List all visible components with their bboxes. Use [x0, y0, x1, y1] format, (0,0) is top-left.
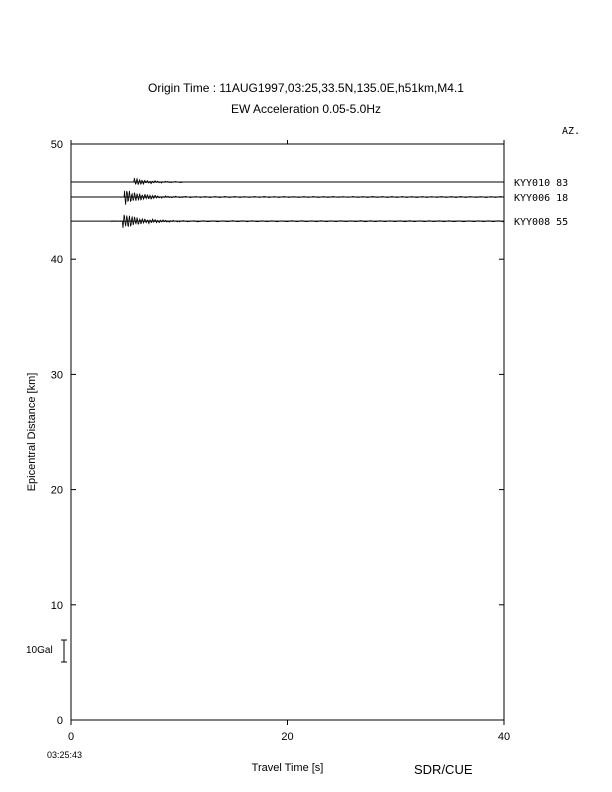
- y-tick-label-20: 20: [50, 484, 63, 497]
- plot-frame: [71, 144, 504, 720]
- y-tick-label-50: 50: [50, 139, 63, 151]
- station-label-kyy008: KYY008 55: [514, 217, 569, 229]
- y-axis-label: Epicentral Distance [km]: [26, 372, 38, 492]
- scale-bar-label: 10Gal: [26, 645, 53, 656]
- trace-kyy010: [123, 178, 183, 184]
- chart-subtitle: EW Acceleration 0.05-5.0Hz: [230, 102, 382, 116]
- x-tick-label-40: 40: [497, 731, 511, 743]
- y-tick-label-10: 10: [50, 599, 63, 612]
- chart-title: Origin Time : 11AUG1997,03:25,33.5N,135.0E,h51km,M4.1: [148, 81, 464, 95]
- trace-kyy008: [111, 215, 504, 228]
- y-tick-label-0: 0: [56, 715, 63, 727]
- start-time-label: 03:25:43: [47, 750, 83, 760]
- station-label-kyy010: KYY010 83: [514, 178, 569, 190]
- x-tick-label-20: 20: [281, 731, 294, 743]
- y-tick-label-40: 40: [50, 254, 63, 267]
- azimuth-header: AZ.: [562, 126, 581, 137]
- x-tick-label-0: 0: [67, 731, 75, 743]
- station-label-kyy006: KYY006 18: [514, 192, 569, 204]
- trace-kyy006: [113, 191, 504, 205]
- x-axis-label: Travel Time [s]: [251, 762, 324, 774]
- y-tick-label-30: 30: [50, 369, 63, 382]
- credit-label: SDR/CUE: [414, 762, 473, 777]
